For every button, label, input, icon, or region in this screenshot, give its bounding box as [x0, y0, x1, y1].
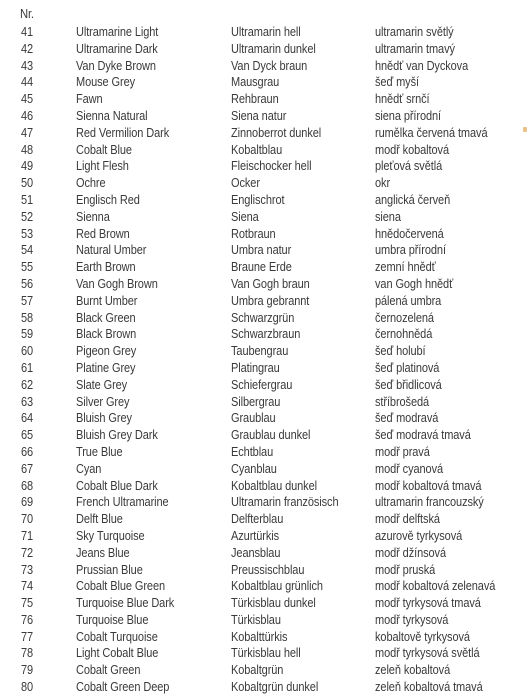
german-name: Silbergrau	[231, 394, 281, 409]
czech-name: černozelená	[375, 310, 434, 325]
color-number: 42	[21, 41, 34, 56]
german-name: Kobaltgrün	[231, 663, 284, 678]
color-number: 74	[21, 579, 34, 594]
color-number: 47	[21, 125, 34, 140]
color-number: 45	[21, 92, 34, 107]
german-name: Cyanblau	[231, 461, 277, 476]
german-name: Umbra natur	[231, 243, 292, 258]
german-name: Azurtürkis	[231, 528, 280, 543]
color-number: 71	[21, 528, 34, 543]
table-row	[0, 276, 528, 293]
table-row	[0, 158, 528, 175]
czech-name: anglická červeň	[375, 192, 451, 207]
table-row	[0, 360, 528, 377]
czech-name: umbra přírodní	[375, 243, 446, 258]
english-name: Platine Grey	[76, 360, 136, 375]
color-number: 78	[21, 646, 34, 661]
english-name: Van Dyke Brown	[76, 58, 156, 73]
table-row	[0, 528, 528, 545]
color-table	[0, 24, 528, 696]
english-name: Turquoise Blue	[76, 612, 149, 627]
german-name: Van Gogh braun	[231, 276, 310, 291]
czech-name: pálená umbra	[375, 293, 442, 308]
color-number: 43	[21, 58, 34, 73]
table-row	[0, 662, 528, 679]
english-name: Cobalt Blue Dark	[76, 478, 158, 493]
table-row	[0, 394, 528, 411]
czech-name: černohnědá	[375, 327, 433, 342]
czech-name: hnědť srnčí	[375, 92, 430, 107]
color-number: 48	[21, 142, 34, 157]
table-row	[0, 427, 528, 444]
table-row	[0, 562, 528, 579]
table-row	[0, 74, 528, 91]
german-name: Ocker	[231, 176, 260, 191]
czech-name: modř cyanová	[375, 461, 444, 476]
german-name: Taubengrau	[231, 344, 289, 359]
color-number: 75	[21, 596, 34, 611]
english-name: Bluish Grey	[76, 411, 132, 426]
margin-mark	[523, 127, 527, 132]
english-name: Black Green	[76, 310, 136, 325]
table-row	[0, 192, 528, 209]
german-name: Fleischocker hell	[231, 159, 312, 174]
english-name: Mouse Grey	[76, 75, 136, 90]
german-name: Schwarzbraun	[231, 327, 301, 342]
czech-name: kobaltově tyrkysová	[375, 629, 470, 644]
table-row	[0, 410, 528, 427]
color-number: 60	[21, 344, 34, 359]
german-name: Echtblau	[231, 444, 274, 459]
english-name: Silver Grey	[76, 394, 130, 409]
czech-name: stříbrošedá	[375, 394, 430, 409]
table-row	[0, 494, 528, 511]
color-number: 57	[21, 293, 34, 308]
czech-name: pleťová světlá	[375, 159, 443, 174]
german-name: Kobaltblau grünlich	[231, 579, 323, 594]
german-name: Englischrot	[231, 192, 285, 207]
table-row	[0, 511, 528, 528]
color-number: 41	[21, 25, 34, 39]
table-row	[0, 377, 528, 394]
german-name: Jeansblau	[231, 545, 281, 560]
english-name: Fawn	[76, 92, 103, 107]
english-name: Ultramarine Light	[76, 25, 159, 39]
color-number: 67	[21, 461, 34, 476]
german-name: Siena natur	[231, 108, 287, 123]
color-number: 76	[21, 612, 34, 627]
english-name: Cyan	[76, 461, 102, 476]
czech-name: modř pravá	[375, 444, 430, 459]
german-name: Umbra gebrannt	[231, 293, 310, 308]
english-name: Jeans Blue	[76, 545, 130, 560]
english-name: Black Brown	[76, 327, 137, 342]
czech-name: šeď holubí	[375, 344, 426, 359]
german-name: Braune Erde	[231, 260, 292, 275]
color-number: 70	[21, 512, 34, 527]
table-row	[0, 142, 528, 159]
czech-name: azurově tyrkysová	[375, 528, 463, 543]
german-name: Schiefergrau	[231, 377, 293, 392]
czech-name: modř kobaltová zelenavá	[375, 579, 496, 594]
german-name: Türkisblau dunkel	[231, 596, 316, 611]
czech-name: modř kobaltová tmavá	[375, 478, 482, 493]
table-row	[0, 444, 528, 461]
color-number: 58	[21, 310, 34, 325]
table-row	[0, 175, 528, 192]
table-row	[0, 629, 528, 646]
color-number: 66	[21, 444, 34, 459]
color-number: 51	[21, 192, 34, 207]
czech-name: siena	[375, 209, 401, 224]
german-name: Ultramarin französisch	[231, 495, 339, 510]
color-number: 64	[21, 411, 34, 426]
german-name: Schwarzgrün	[231, 310, 295, 325]
color-number: 55	[21, 260, 34, 275]
czech-name: hnědočervená	[375, 226, 444, 241]
color-number: 46	[21, 108, 34, 123]
german-name: Kobaltblau dunkel	[231, 478, 317, 493]
table-row	[0, 259, 528, 276]
table-row	[0, 58, 528, 75]
english-name: Ochre	[76, 176, 106, 191]
table-row	[0, 310, 528, 327]
table-row	[0, 326, 528, 343]
color-number: 69	[21, 495, 34, 510]
czech-name: modř tyrkysová	[375, 612, 449, 627]
czech-name: siena přírodní	[375, 108, 442, 123]
english-name: Light Cobalt Blue	[76, 646, 159, 661]
czech-name: ultramarin francouzský	[375, 495, 484, 510]
english-name: Sky Turquoise	[76, 528, 145, 543]
color-number: 63	[21, 394, 34, 409]
table-row	[0, 242, 528, 259]
german-name: Kobalttürkis	[231, 629, 288, 644]
german-name: Delfterblau	[231, 512, 284, 527]
german-name: Türkisblau hell	[231, 646, 301, 661]
table-row	[0, 24, 528, 41]
table-row	[0, 91, 528, 108]
czech-name: van Gogh hnědť	[375, 276, 454, 291]
table-row	[0, 41, 528, 58]
table-row	[0, 461, 528, 478]
table-row	[0, 125, 528, 142]
english-name: Turquoise Blue Dark	[76, 596, 175, 611]
color-number: 50	[21, 176, 34, 191]
english-name: Pigeon Grey	[76, 344, 137, 359]
czech-name: modř džínsová	[375, 545, 447, 560]
german-name: Van Dyck braun	[231, 58, 308, 73]
czech-name: modř tyrkysová světlá	[375, 646, 480, 661]
german-name: Platingrau	[231, 360, 280, 375]
table-row	[0, 478, 528, 495]
czech-name: šeď modravá tmavá	[375, 428, 471, 443]
table-row	[0, 645, 528, 662]
color-number: 72	[21, 545, 34, 560]
english-name: Bluish Grey Dark	[76, 428, 158, 443]
color-number: 54	[21, 243, 34, 258]
english-name: Englisch Red	[76, 192, 140, 207]
german-name: Mausgrau	[231, 75, 280, 90]
german-name: Türkisblau	[231, 612, 281, 627]
color-number: 53	[21, 226, 34, 241]
german-name: Rehbraun	[231, 92, 279, 107]
czech-name: modř delftská	[375, 512, 440, 527]
german-name: Preussischblau	[231, 562, 305, 577]
english-name: Sienna	[76, 209, 110, 224]
czech-name: šeď modravá	[375, 411, 439, 426]
czech-name: modř tyrkysová tmavá	[375, 596, 481, 611]
czech-name: šeď myší	[375, 75, 419, 90]
czech-name: zeleň kobaltová tmavá	[375, 680, 483, 695]
english-name: Red Vermilion Dark	[76, 125, 170, 140]
german-name: Siena	[231, 209, 259, 224]
german-name: Ultramarin hell	[231, 25, 301, 39]
czech-name: okr	[375, 176, 391, 191]
english-name: Ultramarine Dark	[76, 41, 158, 56]
german-name: Kobaltblau	[231, 142, 283, 157]
color-number: 77	[21, 629, 34, 644]
table-row	[0, 293, 528, 310]
czech-name: šeď platinová	[375, 360, 440, 375]
table-row	[0, 679, 528, 696]
table-row	[0, 209, 528, 226]
color-number: 79	[21, 663, 34, 678]
english-name: Cobalt Blue Green	[76, 579, 166, 594]
color-number: 44	[21, 75, 34, 90]
color-number: 61	[21, 360, 34, 375]
german-name: Graublau	[231, 411, 276, 426]
english-name: Cobalt Green	[76, 663, 141, 678]
english-name: French Ultramarine	[76, 495, 169, 510]
color-number: 52	[21, 209, 34, 224]
english-name: Van Gogh Brown	[76, 276, 158, 291]
english-name: Burnt Umber	[76, 293, 138, 308]
english-name: Light Flesh	[76, 159, 129, 174]
table-row	[0, 108, 528, 125]
czech-name: modř pruská	[375, 562, 436, 577]
czech-name: rumělka červená tmavá	[375, 125, 488, 140]
german-name: Zinnoberrot dunkel	[231, 125, 322, 140]
color-number: 56	[21, 276, 34, 291]
czech-name: zemní hnědť	[375, 260, 436, 275]
table-row	[0, 612, 528, 629]
number-column-header: Nr.	[20, 7, 34, 21]
czech-name: modř kobaltová	[375, 142, 449, 157]
czech-name: šeď břidlicová	[375, 377, 442, 392]
color-number: 73	[21, 562, 34, 577]
color-number: 65	[21, 428, 34, 443]
english-name: True Blue	[76, 444, 123, 459]
english-name: Red Brown	[76, 226, 130, 241]
english-name: Cobalt Blue	[76, 142, 132, 157]
german-name: Kobaltgrün dunkel	[231, 680, 319, 695]
color-number: 80	[21, 680, 34, 695]
german-name: Rotbraun	[231, 226, 276, 241]
czech-name: hnědť van Dyckova	[375, 58, 469, 73]
table-row	[0, 545, 528, 562]
english-name: Slate Grey	[76, 377, 128, 392]
table-row	[0, 595, 528, 612]
english-name: Cobalt Turquoise	[76, 629, 158, 644]
czech-name: ultramarin tmavý	[375, 41, 455, 56]
color-number: 62	[21, 377, 34, 392]
czech-name: zeleň kobaltová	[375, 663, 451, 678]
german-name: Ultramarin dunkel	[231, 41, 316, 56]
table-row	[0, 578, 528, 595]
czech-name: ultramarin světlý	[375, 25, 454, 39]
english-name: Earth Brown	[76, 260, 136, 275]
color-number: 68	[21, 478, 34, 493]
english-name: Natural Umber	[76, 243, 147, 258]
english-name: Delft Blue	[76, 512, 123, 527]
table-row	[0, 226, 528, 243]
color-number: 59	[21, 327, 34, 342]
english-name: Prussian Blue	[76, 562, 143, 577]
table-row	[0, 343, 528, 360]
german-name: Graublau dunkel	[231, 428, 311, 443]
english-name: Cobalt Green Deep	[76, 680, 170, 695]
color-number: 49	[21, 159, 34, 174]
english-name: Sienna Natural	[76, 108, 148, 123]
